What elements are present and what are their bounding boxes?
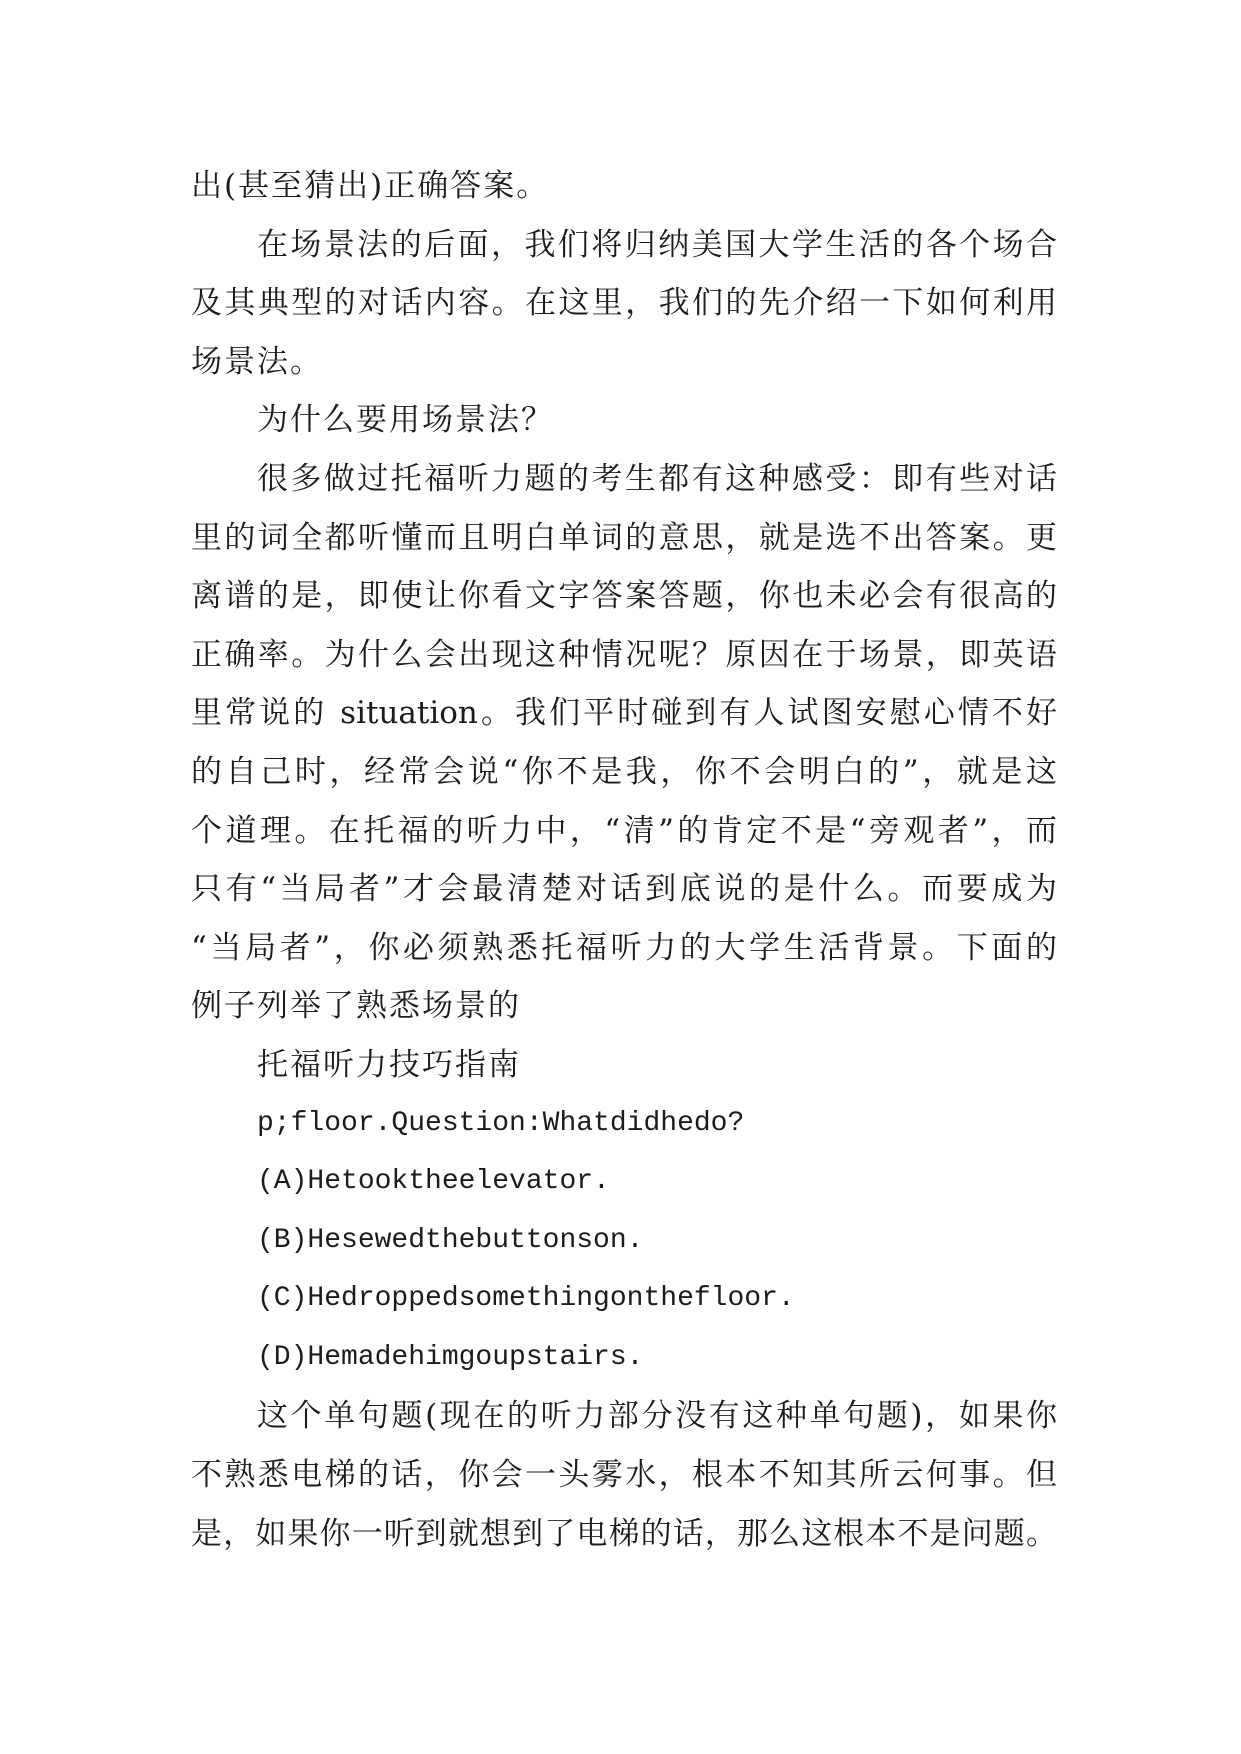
text-line: (C)Hedroppedsomethingonthefloor. [257, 1283, 795, 1315]
text-line: 场景法。 [191, 343, 323, 380]
text-line: 里常说的 situation。我们平时碰到有人试图安慰心情不好 [191, 695, 1057, 732]
text-line: (B)Hesewedthebuttonson. [257, 1224, 644, 1256]
text-line: “当局者”，你必须熟悉托福听力的大学生活背景。下面的 [191, 929, 1057, 966]
answer-option-c [191, 1270, 1057, 1329]
text-line: 在场景法的后面，我们将归纳美国大学生活的各个场合 [257, 226, 1057, 263]
answer-option-a [191, 1153, 1057, 1212]
answer-option-b [191, 1212, 1057, 1271]
text-line: 离谱的是，即使让你看文字答案答题，你也未必会有很高的 [191, 578, 1057, 615]
text-line: 为什么要用场景法？ [257, 402, 554, 439]
text-line: 出(甚至猜出)正确答案。 [191, 168, 550, 204]
text-line: 里的词全都听懂而且明白单词的意思，就是选不出答案。更 [191, 519, 1057, 556]
text-line: p;floor.Question:Whatdidhedo? [257, 1107, 745, 1139]
text-line: (A)Hetooktheelevator. [257, 1166, 610, 1198]
text-line: 的自己时，经常会说“你不是我，你不会明白的”，就是这 [191, 753, 1057, 790]
text-line: 正确率。为什么会出现这种情况呢？原因在于场景，即英语 [191, 636, 1057, 673]
text-line: 及其典型的对话内容。在这里，我们的先介绍一下如何利用 [191, 285, 1057, 322]
text-line: 不熟悉电梯的话，你会一头雾水，根本不知其所云何事。但 [191, 1457, 1057, 1494]
text-line: 托福听力技巧指南 [257, 1046, 521, 1083]
paragraph [191, 391, 1057, 450]
text-line: 是，如果你一听到就想到了电梯的话，那么这根本不是问题。 [191, 1515, 1057, 1552]
paragraph [191, 216, 1057, 392]
document-body [191, 157, 1057, 1563]
paragraph [191, 1036, 1057, 1095]
text-line: 个道理。在托福的听力中，“清”的肯定不是“旁观者”，而 [191, 812, 1057, 849]
question-stem [191, 1095, 1057, 1154]
text-line: (D)Hemadehimgoupstairs. [257, 1341, 644, 1373]
paragraph [191, 450, 1057, 1036]
paragraph [191, 1387, 1057, 1563]
text-line: 这个单句题(现在的听力部分没有这种单句题)，如果你 [257, 1398, 1057, 1435]
text-line: 例子列举了熟悉场景的 [191, 988, 521, 1025]
answer-option-d [191, 1329, 1057, 1388]
text-line: 只有“当局者”才会最清楚对话到底说的是什么。而要成为 [191, 871, 1057, 908]
paragraph [191, 157, 1057, 216]
text-line: 很多做过托福听力题的考生都有这种感受：即有些对话 [257, 460, 1057, 497]
